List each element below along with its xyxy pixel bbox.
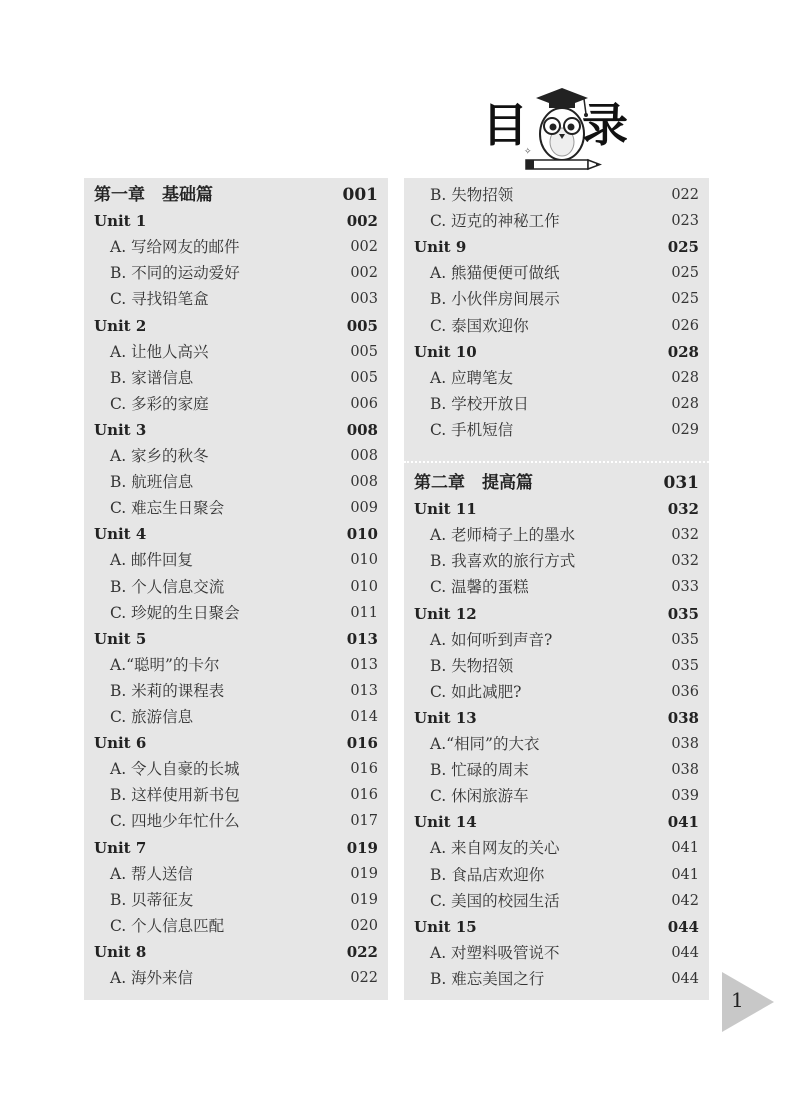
entry-label: A. 对塑料吸管说不 [430, 943, 560, 962]
toc-entry [84, 495, 388, 521]
entry-page-number: 002 [350, 239, 378, 256]
toc-entry [84, 574, 388, 600]
entry-page-number: 035 [671, 657, 699, 674]
toc-entry [84, 887, 388, 913]
entry-label: Unit 4 [94, 525, 147, 544]
entry-label: Unit 1 [94, 212, 147, 231]
toc-entry [404, 260, 709, 286]
entry-page-number: 014 [350, 709, 378, 725]
toc-entry [84, 913, 388, 939]
entry-label: C. 美国的校园生活 [430, 891, 560, 910]
toc-entry [84, 469, 388, 495]
entry-label: Unit 2 [94, 316, 147, 335]
entry-page-number: 025 [667, 238, 699, 257]
entry-label: C. 泰国欢迎你 [430, 316, 529, 335]
toc-entry [404, 391, 709, 417]
entry-page-number: 003 [350, 291, 378, 308]
entry-page-number: 009 [350, 500, 378, 517]
unit-heading [84, 626, 388, 652]
entry-page-number: 020 [350, 917, 378, 934]
unit-heading [404, 914, 709, 940]
entry-label: B. 学校开放日 [430, 394, 529, 413]
toc-entry [404, 313, 709, 339]
unit-heading [84, 417, 388, 443]
entry-page-number: 039 [671, 788, 699, 805]
entry-page-number: 016 [350, 787, 378, 804]
page-number: 1 [731, 988, 744, 1012]
toc-entry [84, 286, 388, 312]
entry-page-number: 008 [346, 420, 378, 439]
toc-entry [84, 339, 388, 365]
entry-label: A. 如何听到声音? [430, 630, 553, 649]
entry-label: A. 令人自豪的长城 [110, 760, 240, 779]
unit-heading [404, 496, 709, 522]
entry-label: A. 熊猫便便可做纸 [430, 264, 560, 283]
entry-label: C. 温馨的蛋糕 [430, 578, 529, 597]
entry-page-number: 008 [350, 474, 378, 491]
entry-label: C. 休闲旅游车 [430, 787, 529, 806]
entry-page-number: 016 [350, 761, 378, 778]
entry-label: C. 手机短信 [430, 420, 514, 439]
unit-heading [404, 234, 709, 260]
entry-label: A. 家乡的秋冬 [110, 447, 209, 465]
toc-entry [404, 888, 709, 914]
entry-label: Unit 11 [414, 500, 477, 519]
toc-entry [84, 365, 388, 391]
chapter-heading [404, 470, 709, 496]
entry-page-number: 010 [350, 552, 378, 569]
toc-entry [84, 808, 388, 834]
entry-page-number: 005 [350, 369, 378, 386]
entry-label: C. 旅游信息 [110, 708, 194, 726]
entry-label: C. 个人信息匹配 [110, 916, 225, 935]
toc-title-char-2: 录 [582, 98, 628, 152]
toc-entry [404, 574, 709, 600]
entry-label: A. 海外来信 [110, 969, 194, 987]
toc-entry [404, 182, 709, 208]
entry-label: Unit 6 [94, 734, 147, 753]
toc-entry [84, 652, 388, 678]
toc-entry [404, 286, 709, 312]
entry-page-number: 041 [667, 813, 699, 832]
entry-page-number: 013 [350, 656, 378, 673]
entry-page-number: 041 [671, 840, 699, 857]
entry-page-number: 011 [350, 604, 378, 621]
entry-label: B. 米莉的课程表 [110, 681, 225, 700]
entry-label: B. 贝蒂征友 [110, 890, 194, 909]
entry-label: Unit 3 [94, 420, 147, 439]
unit-heading [404, 601, 709, 627]
unit-heading [84, 208, 388, 234]
entry-page-number: 032 [671, 527, 699, 544]
unit-heading [404, 339, 709, 365]
entry-label: C. 多彩的家庭 [110, 394, 209, 413]
entry-label: A. 应聘笔友 [430, 368, 514, 387]
entry-label: B. 失物招领 [430, 186, 514, 204]
entry-page-number: 044 [667, 917, 699, 936]
toc-left-column [84, 178, 388, 1000]
entry-page-number: 038 [671, 736, 699, 752]
entry-page-number: 017 [350, 813, 378, 830]
entry-label: Unit 5 [94, 629, 147, 648]
toc-entry [84, 391, 388, 417]
toc-entry [404, 757, 709, 783]
entry-page-number: 019 [346, 838, 378, 857]
entry-page-number: 041 [671, 866, 699, 883]
entry-page-number: 044 [671, 944, 699, 961]
unit-heading [404, 705, 709, 731]
entry-label: Unit 8 [94, 942, 147, 961]
toc-entry [84, 756, 388, 782]
entry-label: C. 珍妮的生日聚会 [110, 603, 240, 622]
chapter-divider [404, 461, 709, 463]
entry-label: Unit 9 [414, 238, 467, 257]
entry-label: B. 航班信息 [110, 473, 194, 492]
entry-page-number: 001 [342, 185, 378, 205]
entry-page-number: 029 [671, 421, 699, 438]
entry-page-number: 019 [350, 865, 378, 882]
entry-page-number: 025 [671, 291, 699, 308]
entry-page-number: 013 [346, 629, 378, 648]
entry-page-number: 010 [346, 525, 378, 544]
toc-entry [404, 653, 709, 679]
entry-label: A.“相同”的大衣 [430, 735, 540, 753]
entry-label: C. 如此减肥? [430, 682, 522, 701]
toc-entry [84, 678, 388, 704]
entry-label: B. 忙碌的周末 [430, 761, 529, 780]
entry-label: A.“聪明”的卡尔 [110, 655, 220, 674]
chapter-heading [84, 182, 388, 208]
entry-label: A. 写给网友的邮件 [110, 238, 240, 257]
entry-page-number: 008 [350, 448, 378, 464]
entry-label: C. 寻找铅笔盒 [110, 290, 209, 309]
entry-label: B. 家谱信息 [110, 368, 194, 387]
entry-page-number: 006 [350, 395, 378, 412]
toc-entry [404, 783, 709, 809]
entry-label: B. 我喜欢的旅行方式 [430, 552, 576, 571]
entry-label: 第二章 提高篇 [414, 473, 533, 493]
entry-page-number: 044 [671, 970, 699, 987]
toc-entry [84, 260, 388, 286]
entry-page-number: 028 [671, 369, 699, 386]
toc-entry [404, 208, 709, 234]
entry-label: B. 食品店欢迎你 [430, 865, 545, 884]
unit-heading [404, 809, 709, 835]
entry-label: C. 四地少年忙什么 [110, 812, 240, 831]
toc-entry [404, 548, 709, 574]
entry-label: C. 难忘生日聚会 [110, 499, 225, 518]
entry-label: A. 邮件回复 [110, 551, 194, 570]
entry-page-number: 028 [671, 395, 699, 412]
entry-label: B. 失物招领 [430, 656, 514, 675]
entry-page-number: 032 [671, 553, 699, 570]
toc-entry [84, 965, 388, 991]
entry-page-number: 019 [350, 891, 378, 908]
toc-entry [404, 835, 709, 861]
entry-page-number: 033 [671, 579, 699, 596]
unit-heading [84, 835, 388, 861]
unit-heading [84, 730, 388, 756]
entry-page-number: 031 [663, 473, 699, 493]
toc-entry [84, 547, 388, 573]
unit-heading [84, 521, 388, 547]
entry-label: B. 这样使用新书包 [110, 786, 240, 805]
entry-page-number: 025 [671, 265, 699, 282]
unit-heading [84, 939, 388, 965]
entry-label: A. 让他人高兴 [110, 342, 209, 361]
entry-label: Unit 13 [414, 708, 477, 727]
entry-page-number: 032 [667, 500, 699, 519]
toc-entry [404, 365, 709, 391]
entry-page-number: 002 [350, 265, 378, 282]
toc-entry [404, 522, 709, 548]
entry-label: Unit 10 [414, 342, 477, 361]
toc-entry [84, 861, 388, 887]
entry-label: B. 不同的运动爱好 [110, 264, 240, 283]
entry-page-number: 028 [667, 342, 699, 361]
entry-page-number: 005 [350, 343, 378, 360]
entry-page-number: 022 [346, 942, 378, 961]
entry-label: Unit 7 [94, 838, 147, 857]
entry-label: 第一章 基础篇 [94, 185, 213, 205]
toc-entry [84, 600, 388, 626]
entry-label: Unit 12 [414, 604, 477, 623]
toc-entry [404, 940, 709, 966]
entry-page-number: 035 [667, 604, 699, 623]
entry-label: A. 帮人送信 [110, 864, 194, 883]
entry-page-number: 023 [671, 213, 699, 230]
entry-label: B. 个人信息交流 [110, 577, 225, 596]
toc-entry [84, 234, 388, 260]
entry-label: Unit 15 [414, 917, 477, 936]
toc-entry [84, 782, 388, 808]
entry-label: B. 难忘美国之行 [430, 969, 545, 988]
toc-title [478, 84, 648, 176]
toc-entry [404, 679, 709, 705]
entry-label: B. 小伙伴房间展示 [430, 290, 560, 309]
entry-page-number: 022 [350, 970, 378, 986]
toc-right-column [404, 178, 709, 1000]
entry-page-number: 026 [671, 317, 699, 334]
entry-page-number: 036 [671, 683, 699, 700]
entry-page-number: 038 [667, 708, 699, 727]
entry-page-number: 022 [671, 187, 699, 203]
svg-text:✧: ✧ [524, 147, 532, 157]
page-corner-arrow-icon [722, 972, 774, 1032]
toc-title-char-1: 目 [482, 98, 528, 152]
entry-page-number: 035 [671, 631, 699, 648]
entry-label: A. 老师椅子上的墨水 [430, 526, 576, 545]
toc-entry [84, 443, 388, 469]
toc-entry [84, 704, 388, 730]
entry-page-number: 010 [350, 578, 378, 595]
entry-label: A. 来自网友的关心 [430, 839, 560, 858]
entry-page-number: 042 [671, 892, 699, 909]
entry-label: Unit 14 [414, 813, 477, 832]
entry-page-number: 016 [346, 734, 378, 753]
toc-entry [404, 627, 709, 653]
toc-entry [404, 417, 709, 443]
toc-entry [404, 731, 709, 757]
unit-heading [84, 313, 388, 339]
toc-entry [404, 966, 709, 992]
entry-page-number: 038 [671, 762, 699, 779]
entry-page-number: 005 [346, 316, 378, 335]
toc-entry [404, 862, 709, 888]
entry-page-number: 002 [346, 212, 378, 231]
entry-label: C. 迈克的神秘工作 [430, 212, 560, 231]
entry-page-number: 013 [350, 682, 378, 699]
